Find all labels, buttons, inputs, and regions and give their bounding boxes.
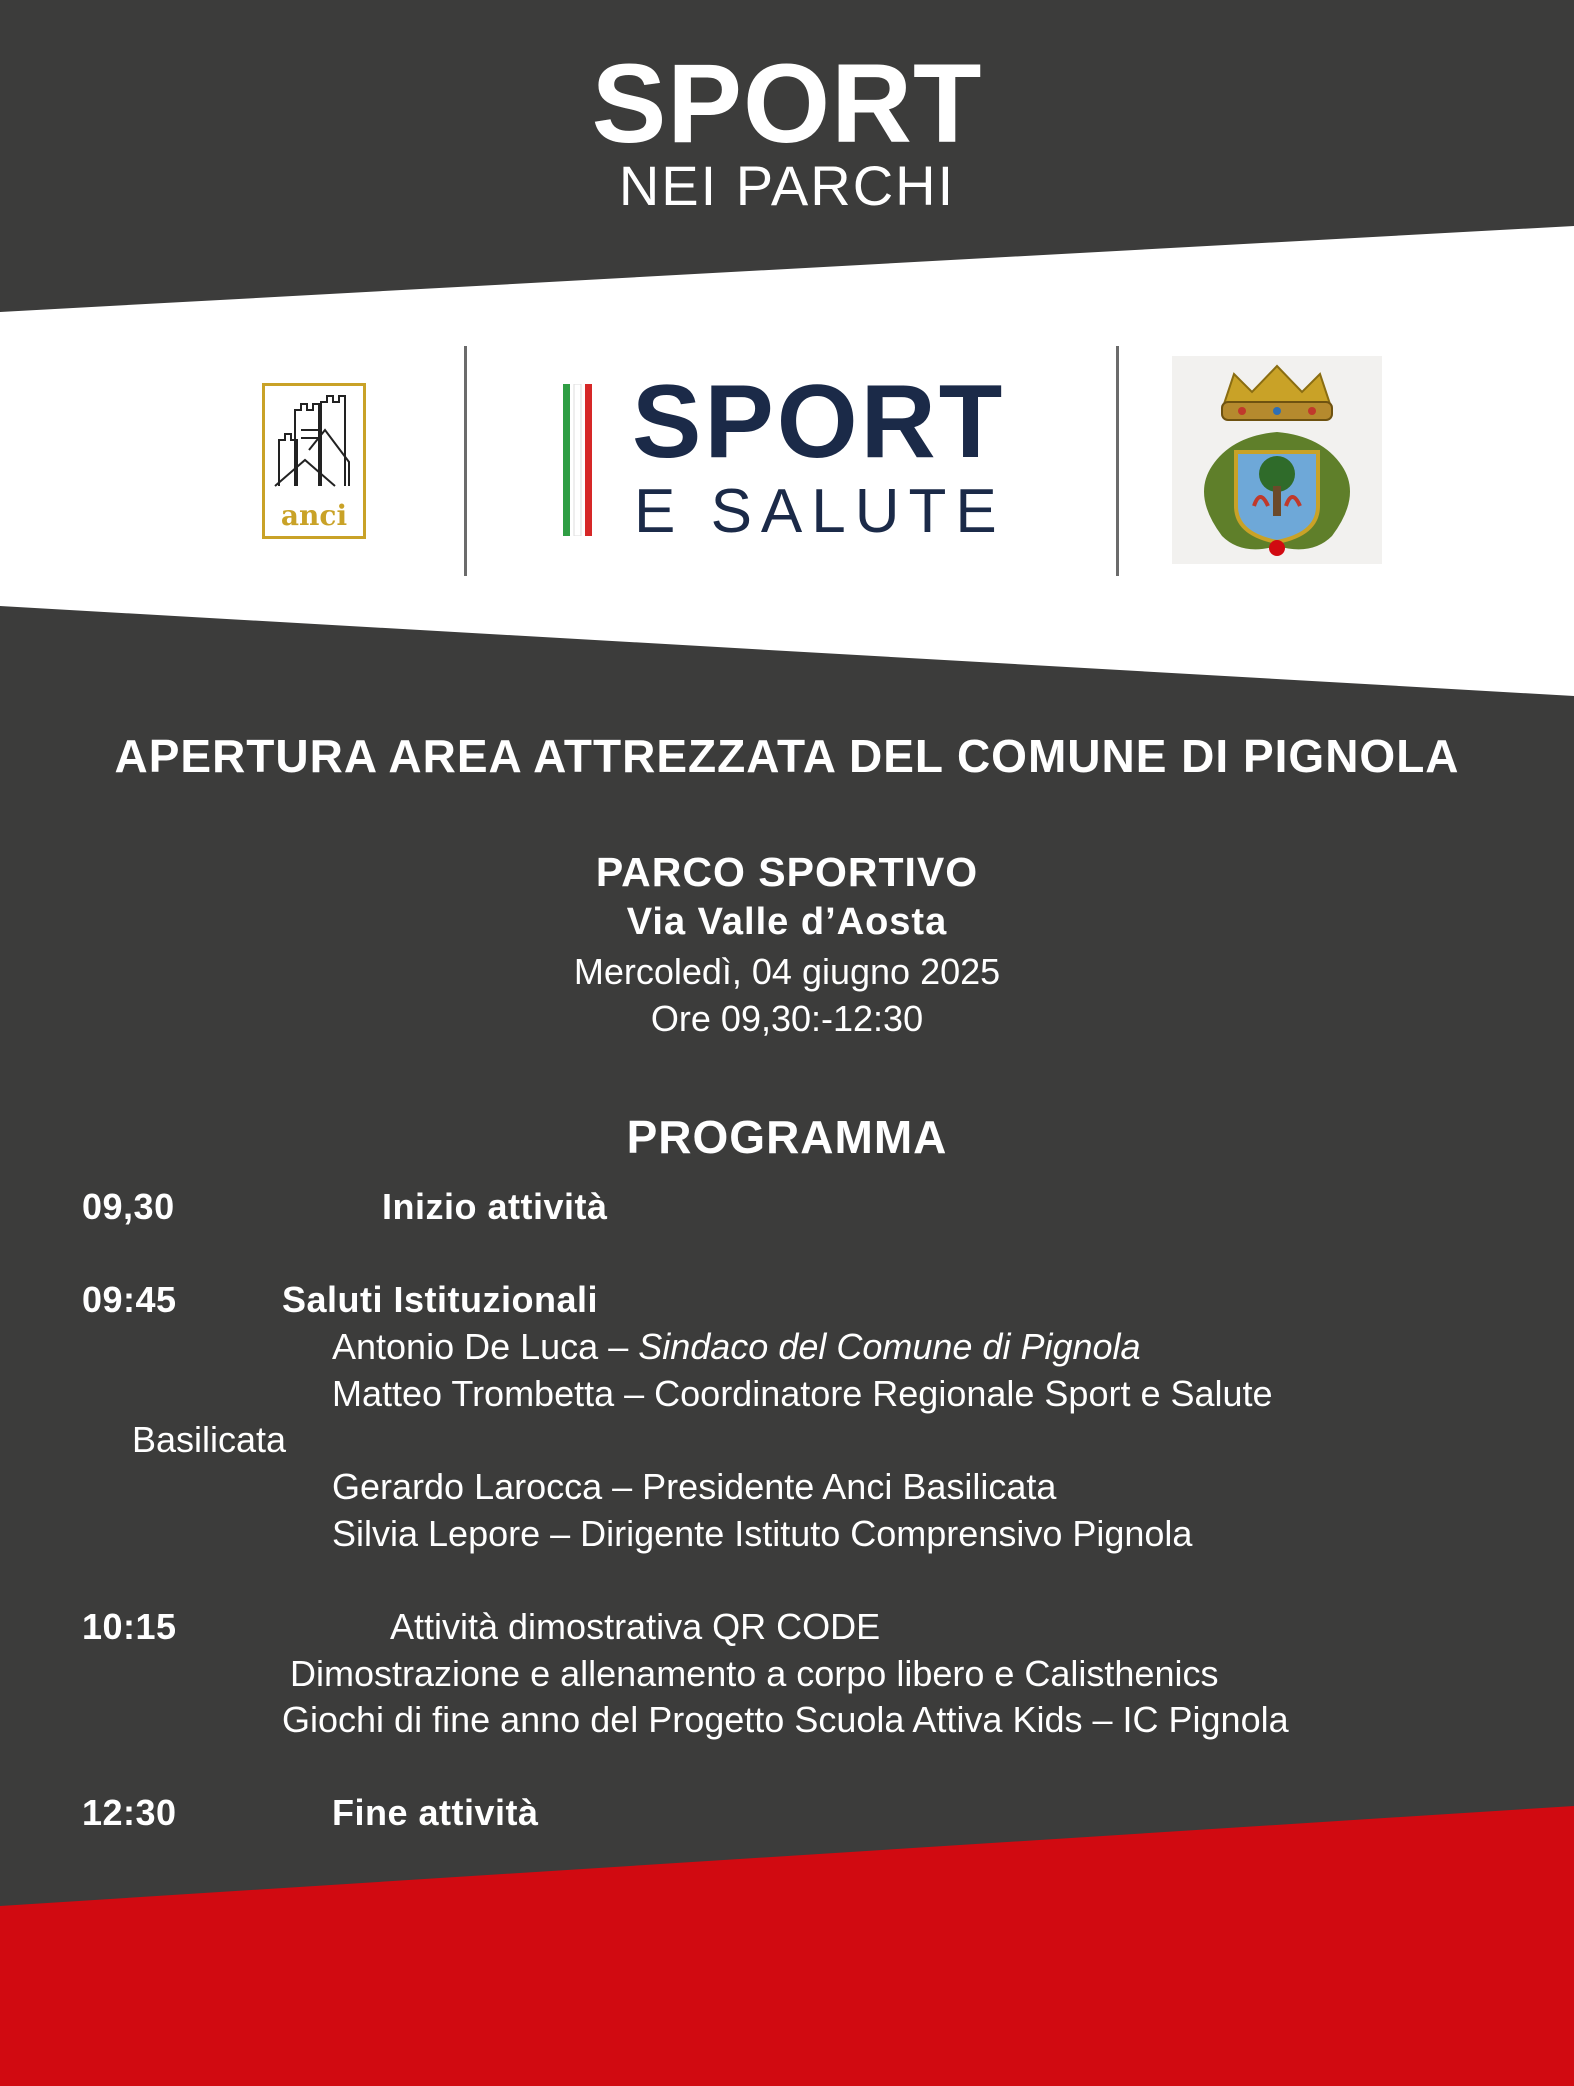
item2-time: 09:45 bbox=[82, 1279, 177, 1320]
event-date: Mercoledì, 04 giugno 2025 bbox=[573, 951, 1001, 992]
anci-wordmark: anci bbox=[280, 499, 348, 532]
programma-heading: PROGRAMMA bbox=[626, 1111, 948, 1163]
coat-of-arms-icon bbox=[1172, 356, 1382, 564]
speaker-2-wrap: Basilicata bbox=[132, 1419, 287, 1460]
speaker-3: Gerardo Larocca – Presidente Anci Basilicata bbox=[332, 1466, 1057, 1507]
item1-time: 09,30 bbox=[82, 1186, 175, 1227]
speaker-4: Silvia Lepore – Dirigente Istituto Comprensivo Pignola bbox=[332, 1513, 1193, 1554]
speaker-1-name: Antonio De Luca – bbox=[332, 1326, 639, 1367]
speaker-2: Matteo Trombetta – Coordinatore Regionale Sport e Salute bbox=[332, 1373, 1273, 1414]
speaker-1 bbox=[332, 1325, 1141, 1368]
item2-title: Saluti Istituzionali bbox=[282, 1279, 599, 1320]
item4-time: 12:30 bbox=[82, 1792, 177, 1833]
item3-line3: Giochi di fine anno del Progetto Scuola Attiva Kids – IC Pignola bbox=[282, 1699, 1289, 1740]
logo-divider-right bbox=[1116, 346, 1119, 576]
sport-salute-line1: SPORT bbox=[632, 364, 1006, 480]
logo-divider-left bbox=[464, 346, 467, 576]
item1-title: Inizio attività bbox=[382, 1186, 608, 1227]
header-subtitle: NEI PARCHI bbox=[618, 154, 956, 217]
italian-flag-icon bbox=[563, 384, 593, 536]
pignola-crest bbox=[1172, 356, 1382, 564]
anci-logo bbox=[262, 383, 366, 539]
speaker-1-role: Sindaco del Comune di Pignola bbox=[638, 1326, 1141, 1367]
event-park: PARCO SPORTIVO bbox=[595, 849, 979, 895]
item3-line2: Dimostrazione e allenamento a corpo libero e Calisthenics bbox=[290, 1653, 1219, 1694]
event-title: APERTURA AREA ATTREZZATA DEL COMUNE DI PIGNOLA bbox=[114, 730, 1460, 782]
item4-title: Fine attività bbox=[332, 1792, 539, 1833]
header-title: SPORT bbox=[591, 41, 983, 166]
event-address: Via Valle d’Aosta bbox=[626, 901, 948, 943]
castle-icon bbox=[265, 390, 363, 490]
item3-line1: Attività dimostrativa QR CODE bbox=[390, 1606, 881, 1647]
event-time: Ore 09,30:-12:30 bbox=[650, 998, 924, 1039]
item3-time: 10:15 bbox=[82, 1606, 177, 1647]
sport-salute-line2: E SALUTE bbox=[634, 477, 1006, 546]
